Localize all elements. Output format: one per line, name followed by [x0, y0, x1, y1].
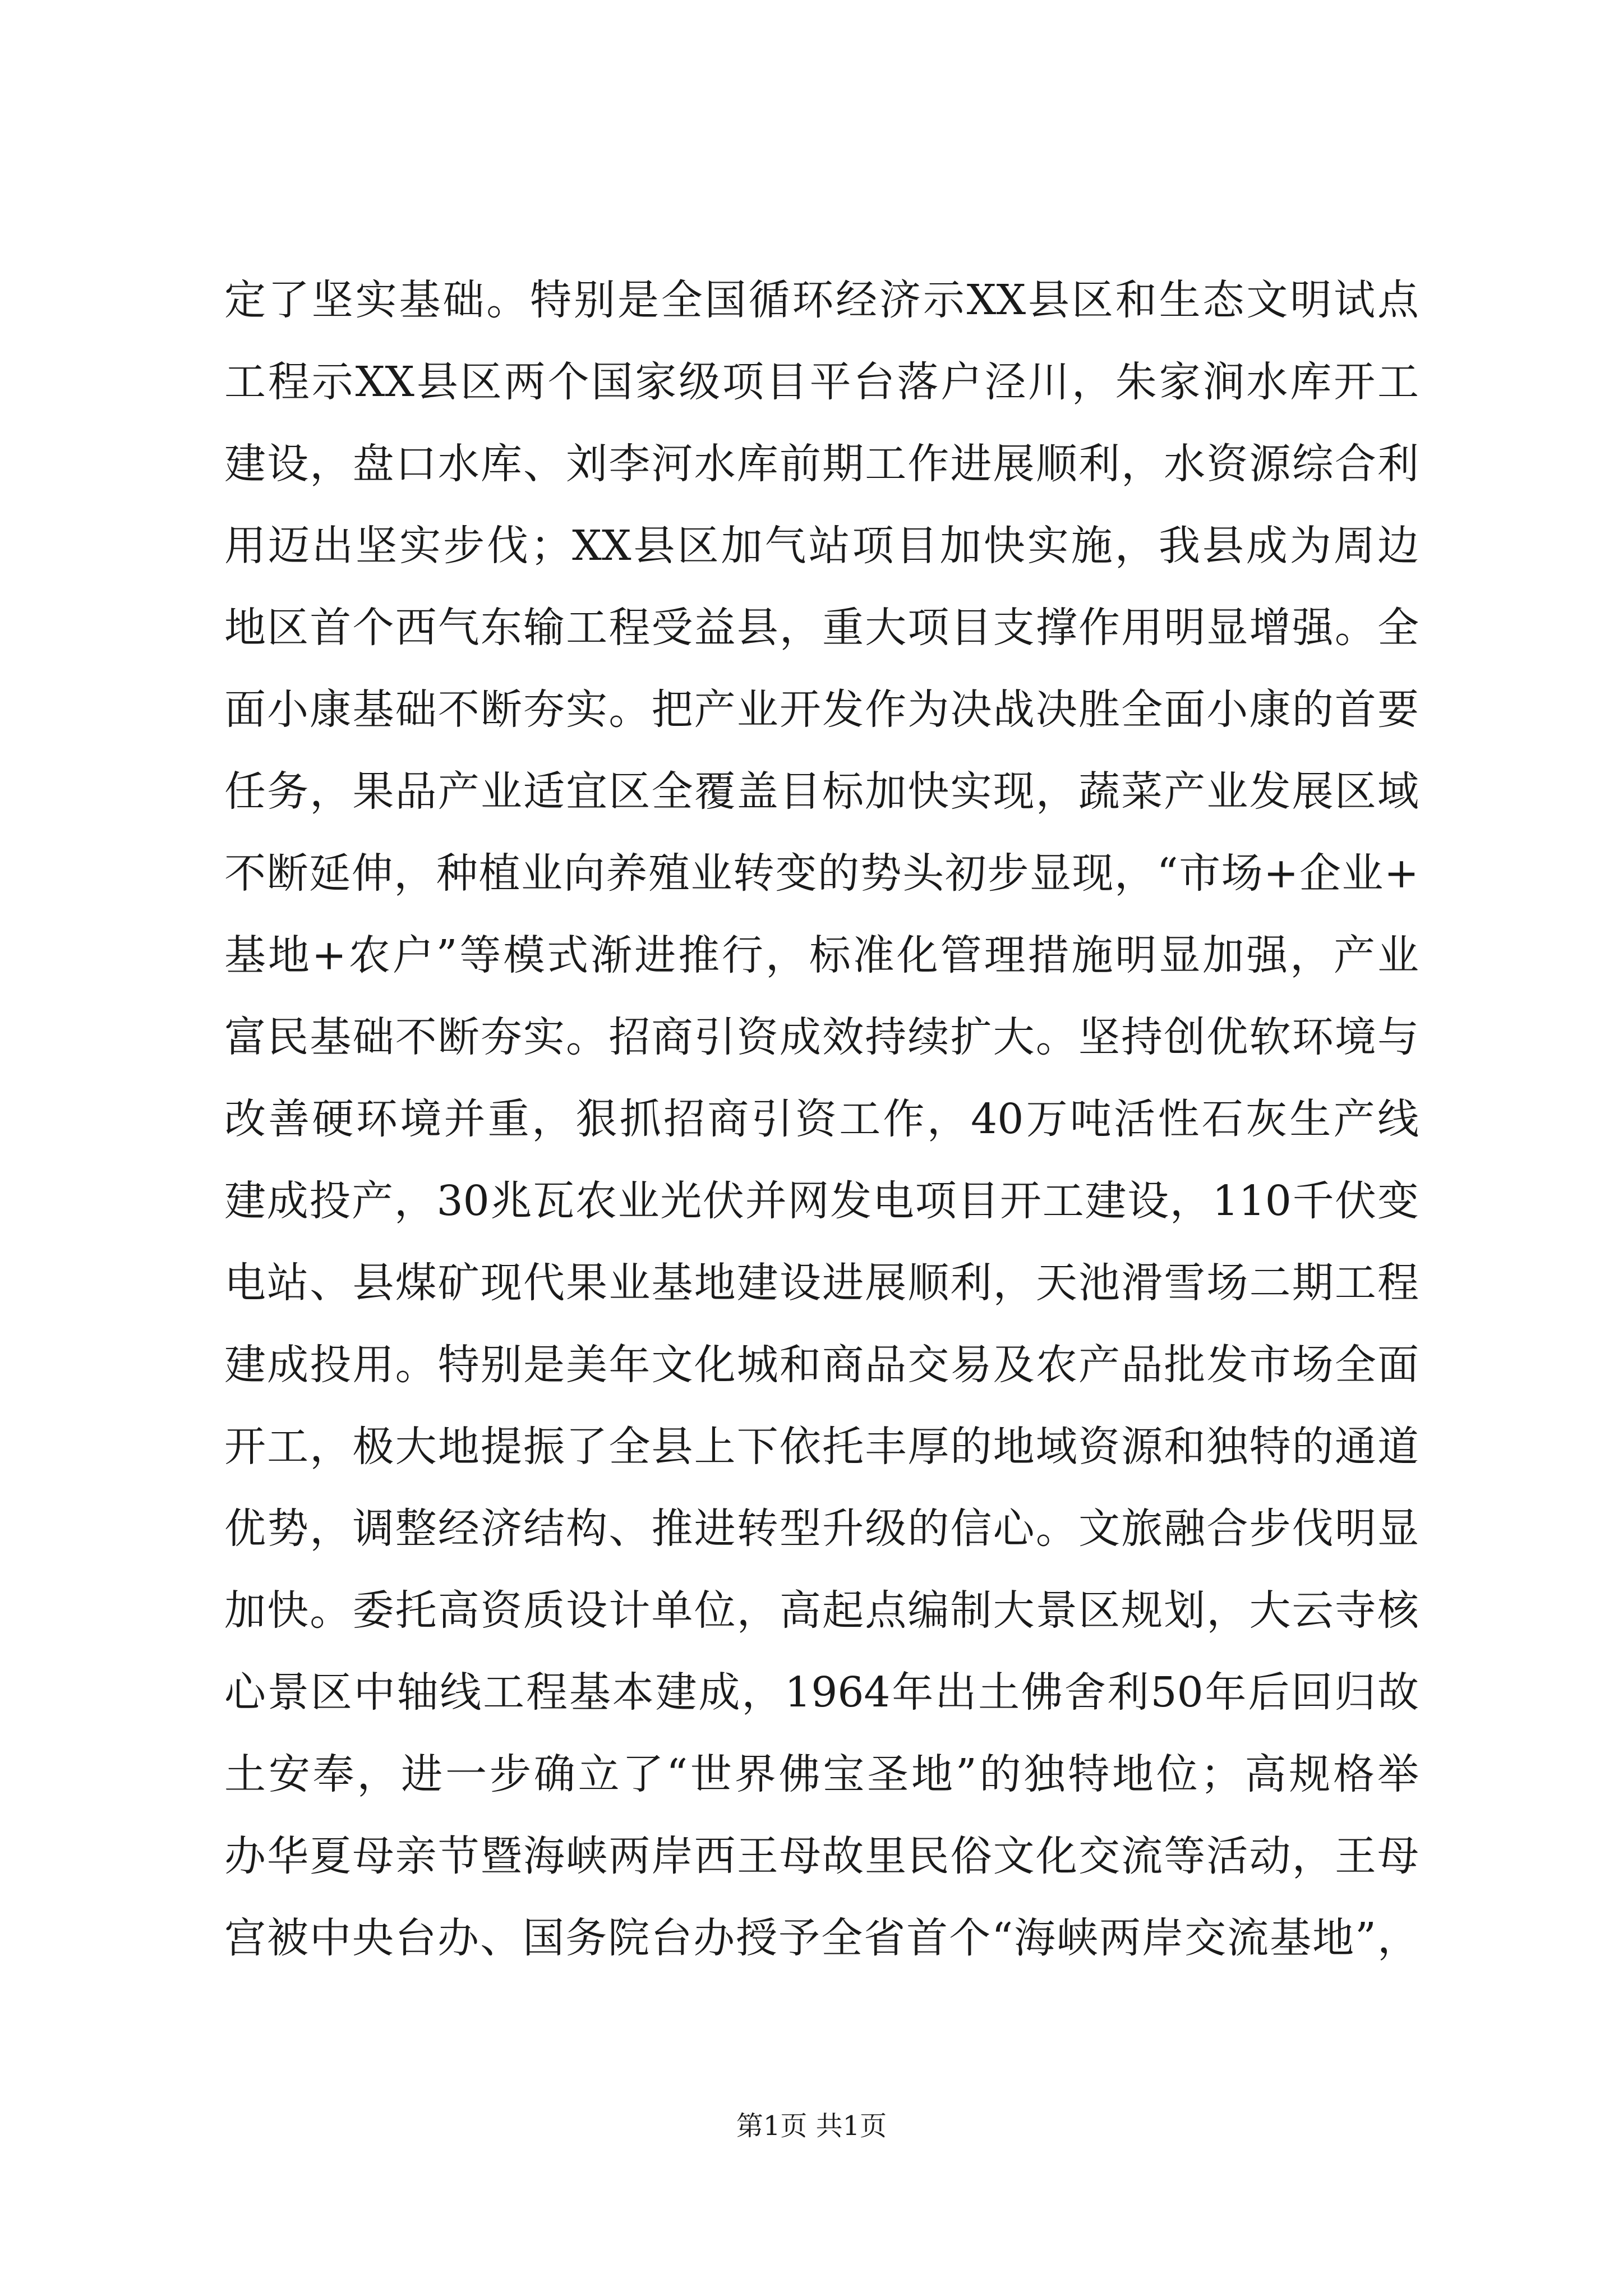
- text-line: 任务，果品产业适宜区全覆盖目标加快实现，蔬菜产业发展区域: [224, 767, 1419, 816]
- text-line: 办华夏母亲节暨海峡两岸西王母故里民俗文化交流等活动，王母: [224, 1832, 1419, 1880]
- text-line: 用迈出坚实步伐；XX县区加气站项目加快实施，我县成为周边: [224, 522, 1419, 570]
- text-line: 宫被中央台办、国务院台办授予全省首个“海峡两岸交流基地”，: [224, 1914, 1419, 1962]
- page-footer: 第1页 共1页: [736, 2110, 887, 2142]
- text-line: 优势，调整经济结构、推进转型升级的信心。文旅融合步伐明显: [224, 1504, 1419, 1553]
- text-line: 建成投用。特别是美年文化城和商品交易及农产品批发市场全面: [224, 1341, 1419, 1389]
- text-line: 不断延伸，种植业向养殖业转变的势头初步显现，“市场+企业+: [224, 849, 1419, 898]
- text-line: 建设，盘口水库、刘李河水库前期工作进展顺利，水资源综合利: [224, 440, 1419, 488]
- text-line: 加快。委托高资质设计单位，高起点编制大景区规划，大云寺核: [224, 1586, 1419, 1635]
- text-line: 富民基础不断夯实。招商引资成效持续扩大。坚持创优软环境与: [224, 1013, 1419, 1061]
- text-line: 面小康基础不断夯实。把产业开发作为决战决胜全面小康的首要: [224, 685, 1419, 734]
- body-text: [224, 259, 1419, 1979]
- text-line: 电站、县煤矿现代果业基地建设进展顺利，天池滑雪场二期工程: [224, 1259, 1419, 1307]
- text-line: 改善硬环境并重，狠抓招商引资工作，40万吨活性石灰生产线: [224, 1095, 1419, 1143]
- text-line: 工程示XX县区两个国家级项目平台落户泾川，朱家涧水库开工: [224, 358, 1419, 406]
- text-line: 建成投产，30兆瓦农业光伏并网发电项目开工建设，110千伏变: [224, 1177, 1419, 1225]
- text-line: 心景区中轴线工程基本建成，1964年出土佛舍利50年后回归故: [224, 1668, 1419, 1717]
- text-line: 土安奉，进一步确立了“世界佛宝圣地”的独特地位；高规格举: [224, 1750, 1419, 1798]
- text-line: 地区首个西气东输工程受益县，重大项目支撑作用明显增强。全: [224, 604, 1419, 652]
- text-line: 定了坚实基础。特别是全国循环经济示XX县区和生态文明试点: [224, 276, 1419, 324]
- text-line: 开工，极大地提振了全县上下依托丰厚的地域资源和独特的通道: [224, 1423, 1419, 1471]
- text-line: 基地+农户”等模式渐进推行，标准化管理措施明显加强，产业: [224, 931, 1419, 979]
